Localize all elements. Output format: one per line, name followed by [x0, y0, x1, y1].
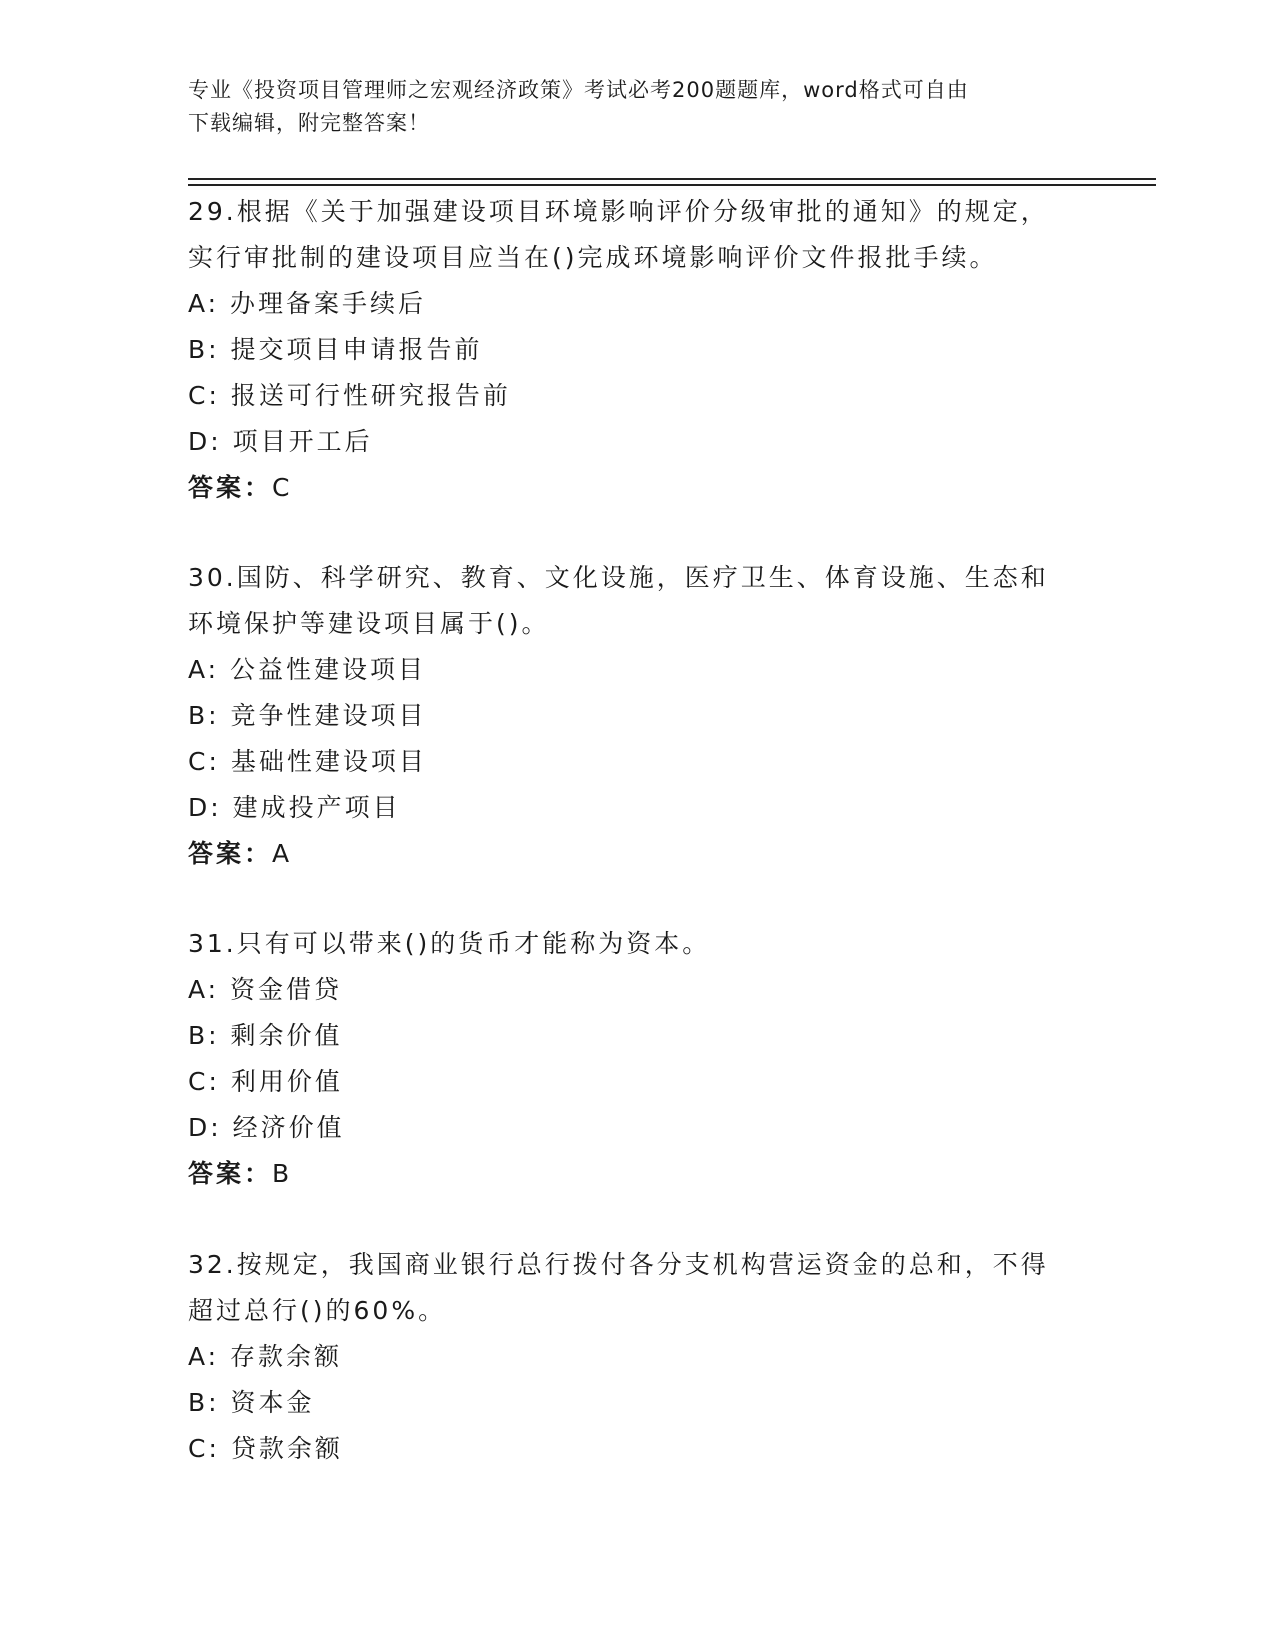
option-b: B: 提交项目申请报告前: [188, 335, 483, 364]
question-stem: 实行审批制的建设项目应当在()完成环境影响评价文件报批手续。: [188, 243, 998, 272]
option-c: C: 基础性建设项目: [188, 747, 427, 776]
answer-value: A: [272, 839, 293, 868]
answer-value: B: [272, 1159, 293, 1188]
header-divider-bottom: [188, 184, 1156, 186]
answer-value: C: [272, 473, 293, 502]
question-stem: 31.只有可以带来()的货币才能称为资本。: [188, 929, 711, 958]
option-b: B: 剩余价值: [188, 1021, 343, 1050]
answer-label: 答案：: [188, 473, 273, 502]
option-b: B: 资本金: [188, 1388, 315, 1417]
option-d: D: 项目开工后: [188, 427, 373, 456]
option-d: D: 经济价值: [188, 1113, 345, 1142]
question-stem: 29.根据《关于加强建设项目环境影响评价分级审批的通知》的规定，: [188, 197, 1049, 226]
option-b: B: 竞争性建设项目: [188, 701, 427, 730]
option-c: C: 贷款余额: [188, 1434, 343, 1463]
header-line-2: 下载编辑，附完整答案！: [188, 111, 430, 135]
option-c: C: 利用价值: [188, 1067, 343, 1096]
question-stem: 环境保护等建设项目属于()。: [188, 609, 550, 638]
option-a: A: 公益性建设项目: [188, 655, 427, 684]
option-c: C: 报送可行性研究报告前: [188, 381, 511, 410]
question-32: [188, 1242, 1088, 1472]
answer-label: 答案：: [188, 1159, 273, 1188]
document-header: [188, 74, 1068, 140]
option-a: A: 办理备案手续后: [188, 289, 427, 318]
option-a: A: 资金借贷: [188, 975, 343, 1004]
question-30: [188, 555, 1088, 877]
answer-label: 答案：: [188, 839, 273, 868]
question-31: [188, 921, 1088, 1197]
option-a: A: 存款余额: [188, 1342, 343, 1371]
question-29: [188, 189, 1088, 511]
option-d: D: 建成投产项目: [188, 793, 401, 822]
question-stem: 32.按规定，我国商业银行总行拨付各分支机构营运资金的总和，不得: [188, 1250, 1049, 1279]
header-line-1: 专业《投资项目管理师之宏观经济政策》考试必考200题题库，word格式可自由: [188, 78, 969, 102]
answer-line: [188, 831, 1088, 877]
answer-line: [188, 1151, 1088, 1197]
question-stem: 超过总行()的60%。: [188, 1296, 447, 1325]
answer-line: [188, 465, 1088, 511]
header-divider-top: [188, 178, 1156, 180]
question-stem: 30.国防、科学研究、教育、文化设施，医疗卫生、体育设施、生态和: [188, 563, 1049, 592]
